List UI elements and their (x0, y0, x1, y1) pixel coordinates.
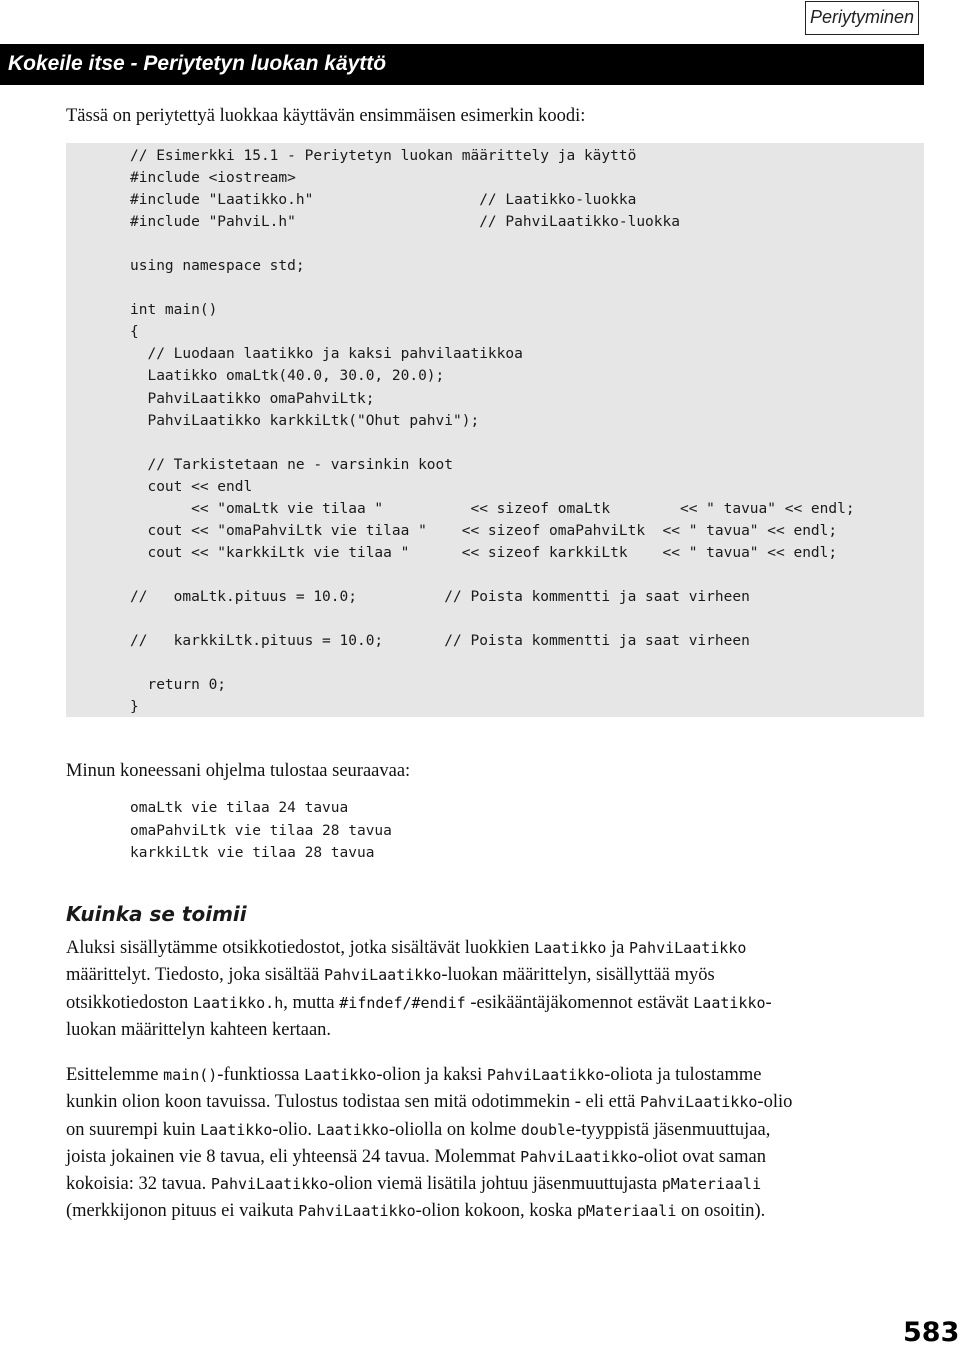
paragraph-1: Aluksi sisällytämme otsikkotiedostot, jotka sisältävät luokkien Laatikko ja PahviLaatikko määrittelyt. Tiedosto, joka sisältää PahviLaatikko-luokan määrittelyn, sisällyttää myös otsikkotiedoston Laatikko.h, mutta #ifndef/#endif -esikääntäjäkomennot estävät Laatikko- luokan määrittelyn kahteen kertaan. (66, 938, 772, 1040)
output-intro: Minun koneessani ohjelma tulostaa seuraavaa: (66, 761, 411, 781)
code-text: // Esimerkki 15.1 - Periytetyn luokan määrittely ja käyttö #include <iostream> #include "Laatikko.h" // Laatikko-luokka #include "PahviL.h" // PahviLaatikko-luokka using namespace std; int main() { // Luodaan laatikko ja kaksi pahvilaatikkoa Laatikko omaLtk(40.0, 30.0, 20.0); PahviLaatikko omaPahviLtk; PahviLaatikko karkkiLtk("Ohut pahvi"); // Tarkistetaan ne - varsinkin koot cout << endl << "omaLtk vie tilaa " << sizeof omaLtk << " tavua" << endl; cout << "omaPahviLtk vie tilaa " << sizeof omaPahviLtk << " tavua" << endl; cout << "karkkiLtk vie tilaa " << sizeof karkkiLtk << " tavua" << endl; // omaLtk.pituus = 10.0; // Poista kommentti ja saat virheen // karkkiLtk.pituus = 10.0; // Poista kommentti ja saat virheen return 0; } (130, 148, 855, 716)
chapter-tag: Periytyminen (805, 1, 919, 35)
paragraph-2: Esittelemme main()-funktiossa Laatikko-olion ja kaksi PahviLaatikko-oliota ja tulostamme kunkin olion koon tavuissa. Tulostus todistaa sen mitä odotimmekin - eli että PahviLaatikko-olio on suurempi kuin Laatikko-olio. Laatikko-oliolla on kolme double-tyyppistä jäsenmuuttujaa, joista jokainen vie 8 tavua, eli yhteensä 24 tavua. Molemmat PahviLaatikko-oliot ovat saman kokoisia: 32 tavua. PahviLaatikko-olion viemä lisätila johtuu jäsenmuuttujasta pMateriaali (merkkijonon pituus ei vaikuta PahviLaatikko-olion kokoon, koska pMateriaali on osoitin). (66, 1065, 793, 1222)
code-listing (66, 143, 924, 717)
output-text: omaLtk vie tilaa 24 tavua omaPahviLtk vie tilaa 28 tavua karkkiLtk vie tilaa 28 tavua (130, 800, 392, 861)
section-title: Kokeile itse - Periytetyn luokan käyttö (8, 52, 387, 75)
section-title-bar (0, 44, 924, 85)
intro-text: Tässä on periytettyä luokkaa käyttävän ensimmäisen esimerkin koodi: (66, 106, 586, 126)
page-number: 583 (903, 1317, 960, 1348)
section-heading: Kuinka se toimii (66, 902, 247, 926)
program-output (130, 797, 392, 865)
